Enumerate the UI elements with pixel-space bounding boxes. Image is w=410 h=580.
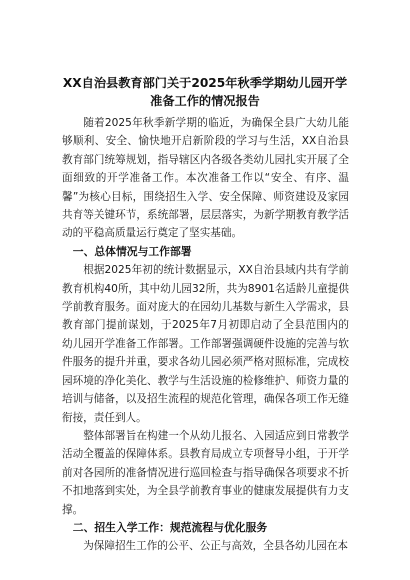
paragraph-deployment: 整体部署旨在构建一个从幼儿报名、入园适应到日常教学活动全覆盖的保障体系。县教育局成立专项督导小组，于开学前对各园所的准备情况进行巡回检查与指导确保各项要求不折不扣地落到实处，为全县学前教育事业的健康发展提供有力支撑。 (62, 429, 349, 516)
document-body (62, 114, 349, 556)
section-heading-enrollment: 二、招生入学工作：规范流程与优化服务 (72, 520, 268, 534)
paragraph-statistics: 根据2025年初的统计数据显示，XX自治县域内共有学前教育机构40所，其中幼儿园32所，共为8901名适龄儿童提供学前教育服务。面对庞大的在园幼儿基数与新生入学需求，县教育部门提前谋划，于2025年7月初即启动了全县范围内的幼儿园开学准备工作部署。工作部署强调硬件设施的完善与软件服务的提升并重，要求各幼儿园必须严格对照标准，完成校园环境的净化美化、教学与生活设施的检修维护、师资力量的培训与储备，以及招生流程的规范化管理，确保各项工作无缝衔接，责任到人。 (62, 264, 349, 424)
paragraph-intro: 随着2025年秋季新学期的临近，为确保全县广大幼儿能够顺利、安全、愉快地开启新阶段的学习与生活，XX自治县教育部门统筹规划，指导辖区内各级各类幼儿园扎实开展了全面细致的开学准备工作。本次准备工作以“安全、有序、温馨”为核心目标，围绕招生入学、安全保障、师资建设及家园共育等关键环节，系统部署，层层落实，为新学期教育教学活动的平稳高质量运行奠定了坚实基础。 (62, 117, 349, 240)
paragraph-enrollment: 为保障招生工作的公平、公正与高效，全县各幼儿园在本 (83, 540, 349, 553)
document-title: XX自治县教育部门关于2025年秋季学期幼儿园开学准备工作的情况报告 (62, 76, 348, 108)
section-heading-overview: 一、总体情况与工作部署 (72, 244, 192, 258)
